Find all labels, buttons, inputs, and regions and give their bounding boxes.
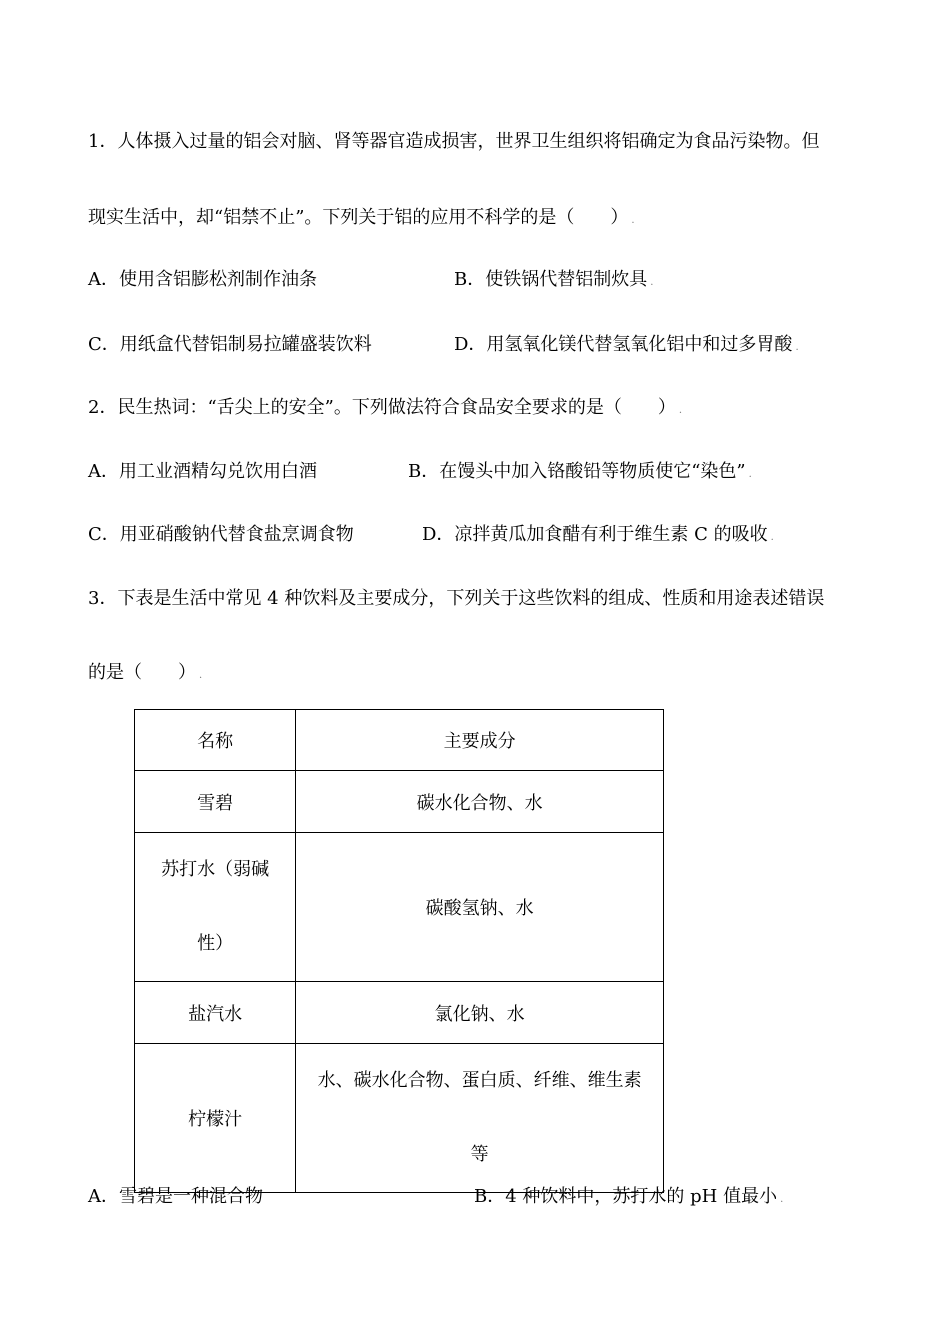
drinks-table: [134, 709, 664, 1193]
q2-option-b-dot: .: [748, 469, 752, 480]
q1-option-b: [454, 268, 653, 295]
q3-stem-line2: [88, 661, 202, 688]
table-row: [135, 982, 664, 1044]
q1-option-b-text: B．使铁锅代替铝制炊具: [454, 269, 648, 290]
row-name-line2: 性）: [197, 933, 234, 954]
row-name-line1: 苏打水（弱碱: [161, 859, 270, 880]
q2-dot: .: [678, 405, 683, 416]
header-components: 主要成分: [296, 710, 664, 771]
table-row: [135, 771, 664, 833]
q1-option-d: [454, 333, 799, 360]
q3-option-a: A．雪碧是一种混合物: [88, 1186, 263, 1207]
row-name: [135, 833, 296, 982]
q1-dot: .: [631, 215, 635, 226]
q1-stem-line1: 1．人体摄入过量的铝会对脑、肾等器官造成损害，世界卫生组织将铝确定为食品污染物。但: [88, 131, 820, 152]
q3-stem-line1: 3．下表是生活中常见 4 种饮料及主要成分，下列关于这些饮料的组成、性质和用途表述错误: [88, 588, 825, 609]
q1-stem-text: 现实生活中，却“铝禁不止”。下列关于铝的应用不科学的是（ ）: [88, 207, 629, 228]
row-name: 雪碧: [135, 771, 296, 833]
q3-option-b-text: B．4 种饮料中，苏打水的 pH 值最小: [474, 1186, 778, 1207]
header-name: 名称: [135, 710, 296, 771]
row-components: 碳水化合物、水: [296, 771, 664, 833]
q2-option-d: [422, 523, 774, 550]
q2-stem-text: 2．民生热词：“舌尖上的安全”。下列做法符合食品安全要求的是（ ）: [88, 397, 676, 418]
q2-option-a: A．用工业酒精勾兑饮用白酒: [88, 461, 317, 482]
q1-option-b-dot: .: [650, 277, 654, 288]
table-header-row: [135, 710, 664, 771]
table-row: [135, 833, 664, 982]
q1-stem-line2: [88, 206, 635, 233]
q2-option-c: C．用亚硝酸钠代替食盐烹调食物: [88, 524, 354, 545]
q1-option-d-text: D．用氢氧化镁代替氢氧化铝中和过多胃酸: [454, 334, 793, 355]
row-name: 盐汽水: [135, 982, 296, 1044]
q3-stem-text: 的是（ ）: [88, 662, 196, 683]
row-components-line2: 等: [470, 1144, 489, 1165]
q1-option-d-dot: .: [795, 342, 799, 353]
q2-option-b: [408, 460, 752, 487]
q2-option-b-text: B．在馒头中加入铬酸铅等物质使它“染色”: [408, 461, 746, 482]
row-name: 柠檬汁: [135, 1044, 296, 1193]
q2-option-d-dot: .: [770, 532, 774, 543]
q2-option-d-text: D．凉拌黄瓜加食醋有利于维生素 C 的吸收: [422, 524, 768, 545]
row-components: 碳酸氢钠、水: [296, 833, 664, 982]
q2-stem: [88, 396, 682, 423]
row-components: 氯化钠、水: [296, 982, 664, 1044]
q1-option-c: C．用纸盒代替铝制易拉罐盛装饮料: [88, 334, 372, 355]
q3-option-b-dot: .: [780, 1194, 784, 1205]
table-row: [135, 1044, 664, 1193]
q1-option-a: A．使用含铝膨松剂制作油条: [88, 269, 317, 290]
q3-option-b: [474, 1185, 783, 1212]
q3-dot: .: [199, 670, 203, 681]
row-components: [296, 1044, 664, 1193]
row-components-line1: 水、碳水化合物、蛋白质、纤维、维生素: [317, 1070, 642, 1091]
